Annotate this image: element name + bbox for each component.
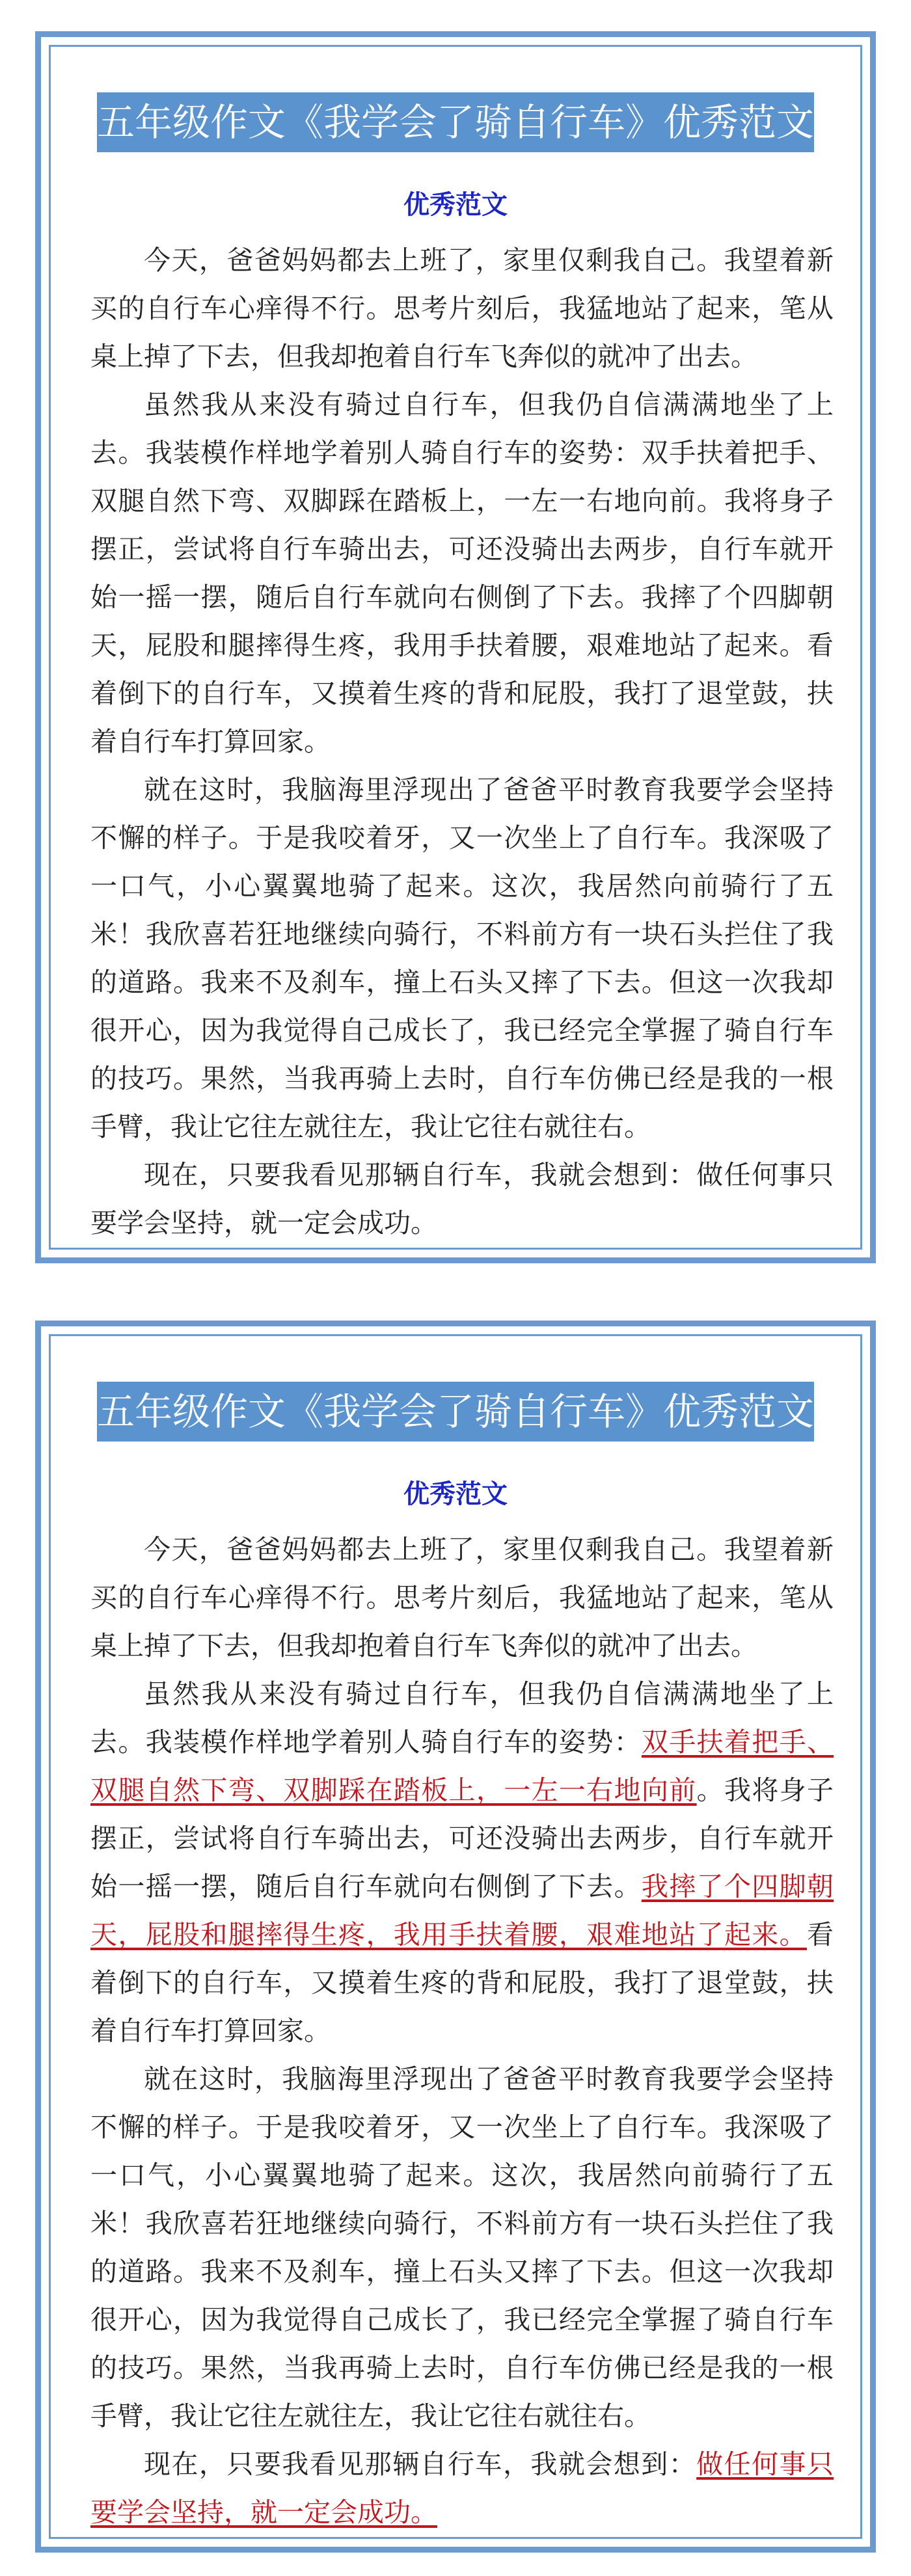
paragraph-1: 今天，爸爸妈妈都去上班了，家里仅剩我自己。我望着新买的自行车心痒得不行。思考片刻后，我猛地站了起来，笔从桌上掉了下去，但我却抱着自行车飞奔似的就冲了出去。 [90, 245, 834, 372]
essay-card-annotated [35, 1321, 876, 2553]
paragraph-2-text: 看着倒下的自行车，又摸着生疼的背和屁股，我打了退堂鼓，扶着自行车打算回家。 [90, 1919, 834, 2046]
essay-subtitle: 优秀范文 [403, 1479, 508, 1509]
paragraph-1: 今天，爸爸妈妈都去上班了，家里仅剩我自己。我望着新买的自行车心痒得不行。思考片刻后，我猛地站了起来，笔从桌上掉了下去，但我却抱着自行车飞奔似的就冲了出去。 [90, 1534, 834, 1661]
essay-title: 五年级作文《我学会了骑自行车》优秀范文 [97, 1382, 814, 1442]
paragraph-2-text: 虽然我从来没有骑过自行车，但我仍自信满满地坐了上去。我装模作样地学着别人骑自行车的姿势： [90, 1678, 834, 1758]
paragraph-2: 虽然我从来没有骑过自行车，但我仍自信满满地坐了上去。我装模作样地学着别人骑自行车的姿势：双手扶着把手、双腿自然下弯、双脚踩在踏板上，一左一右地向前。我将身子摆正，尝试将自行车骑出去，可还没骑出去两步，自行车就开始一摇一摆，随后自行车就向右侧倒了下去。我摔了个四脚朝天，屁股和腿摔得生疼，我用手扶着腰，艰难地站了起来。看着倒下的自行车，又摸着生疼的背和屁股，我打了退堂鼓，扶着自行车打算回家。 [90, 389, 834, 757]
highlighted-sentence: 做任何事只要学会坚持，就一定会成功。 [90, 2449, 834, 2528]
essay-title: 五年级作文《我学会了骑自行车》优秀范文 [97, 92, 814, 152]
highlighted-sentence: 我摔了个四脚朝天，屁股和腿摔得生疼，我用手扶着腰，艰难地站了起来。 [90, 1871, 834, 1950]
paragraph-4: 现在，只要我看见那辆自行车，我就会想到：做任何事只要学会坚持，就一定会成功。 [90, 1159, 834, 1239]
paragraph-2-text: 。我将身子摆正，尝试将自行车骑出去，可还没骑出去两步，自行车就开始一摇一摆，随后自行车就向右侧倒了下去。 [90, 1775, 834, 1902]
paragraph-3: 就在这时，我脑海里浮现出了爸爸平时教育我要学会坚持不懈的样子。于是我咬着牙，又一次坐上了自行车。我深吸了一口气，小心翼翼地骑了起来。这次，我居然向前骑行了五米！我欣喜若狂地继续向骑行，不料前方有一块石头拦住了我的道路。我来不及刹车，撞上石头又摔了下去。但这一次我却很开心，因为我觉得自己成长了，我已经完全掌握了骑自行车的技巧。果然，当我再骑上去时，自行车仿佛已经是我的一根手臂，我让它往左就往左，我让它往右就往右。 [90, 774, 834, 1142]
essay-body [90, 236, 834, 1247]
paragraph-4 [90, 2440, 834, 2536]
essay-card-plain [35, 31, 876, 1263]
paragraph-3: 就在这时，我脑海里浮现出了爸爸平时教育我要学会坚持不懈的样子。于是我咬着牙，又一次坐上了自行车。我深吸了一口气，小心翼翼地骑了起来。这次，我居然向前骑行了五米！我欣喜若狂地继续向骑行，不料前方有一块石头拦住了我的道路。我来不及刹车，撞上石头又摔了下去。但这一次我却很开心，因为我觉得自己成长了，我已经完全掌握了骑自行车的技巧。果然，当我再骑上去时，自行车仿佛已经是我的一根手臂，我让它往左就往左，我让它往右就往右。 [90, 2063, 834, 2432]
paragraph-4-text: 现在，只要我看见那辆自行车，我就会想到： [144, 2449, 697, 2480]
highlighted-sentence: 双手扶着把手、双腿自然下弯、双脚踩在踏板上，一左一右地向前 [90, 1726, 834, 1806]
paragraph-2 [90, 1670, 834, 2055]
essay-subtitle: 优秀范文 [403, 189, 508, 220]
essay-body [90, 1525, 834, 2536]
